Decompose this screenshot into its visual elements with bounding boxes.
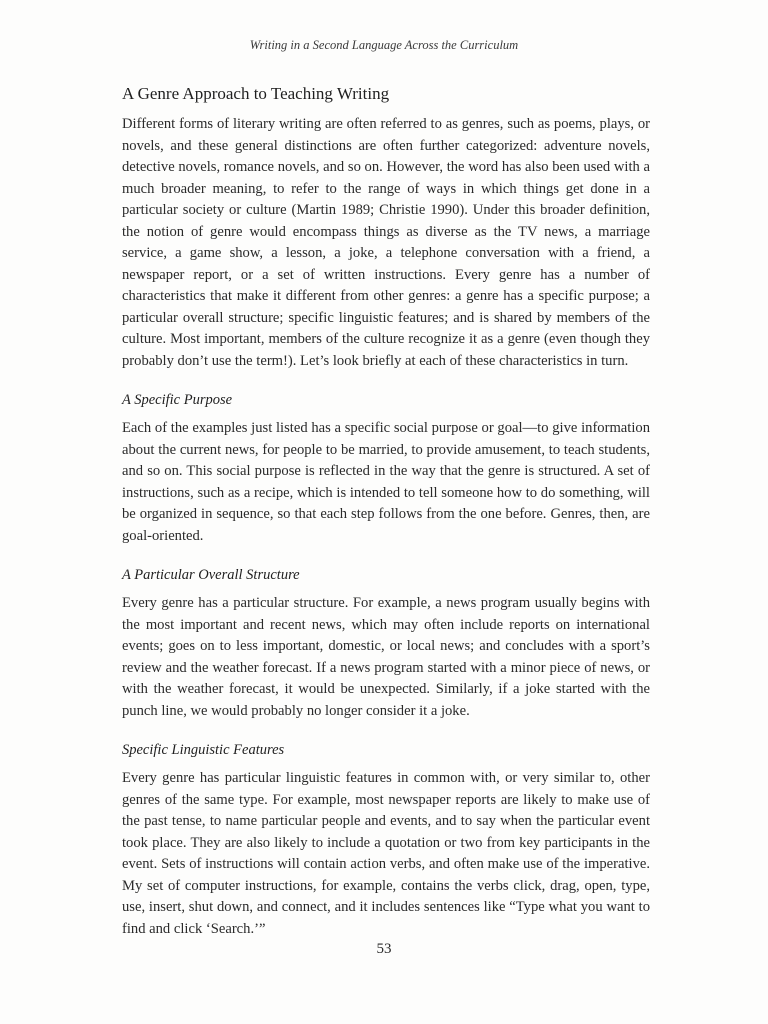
- page-body: [122, 84, 650, 940]
- section-heading: A Genre Approach to Teaching Writing: [122, 84, 390, 103]
- subheading-specific-purpose: A Specific Purpose: [122, 392, 233, 408]
- paragraph-linguistic-features: Every genre has particular linguistic features in common with, or very similar to, other genres of the same type. For example, most newspaper reports are likely to make use of the past tense, to name particular people and events, and to say when the particular event took place. They are also likely to include a quotation or two from key participants in the event. Sets of instructions will contain action verbs, and often make use of the imperative. My set of computer instructions, for example, contains the verbs click, drag, open, type, use, insert, shut down, and connect, and it includes sentences like “Type what you want to find and click ‘Search.’”: [122, 770, 650, 937]
- intro-paragraph: Different forms of literary writing are often referred to as genres, such as poems, plays, or novels, and these general distinctions are often further categorized: adventure novels, detective novels, romance novels, and so on. However, the word has also been used with a much broader meaning, to refer to the range of ways in which things get done in a particular society or culture (Martin 1989; Christie 1990). Under this broader definition, the notion of genre would encompass things as diverse as the TV news, a marriage service, a game show, a lesson, a joke, a telephone conversation with a friend, a newspaper report, or a set of written instructions. Every genre has a number of characteristics that make it different from other genres: a genre has a specific purpose; a particular overall structure; specific linguistic features; and is shared by members of the culture. Most important, members of the culture recognize it as a genre (even though they probably don’t use the term!). Let’s look briefly at each of these characteristics in turn.: [122, 116, 650, 369]
- paragraph-specific-purpose: Each of the examples just listed has a specific social purpose or goal—to give information about the current news, for people to be married, to provide amusement, to teach students, and so on. This social purpose is reflected in the way that the genre is structured. A set of instructions, such as a recipe, which is intended to tell someone how to do something, will be organized in sequence, so that each step follows from the one before. Genres, then, are goal-oriented.: [122, 420, 650, 544]
- subheading-overall-structure: A Particular Overall Structure: [122, 567, 300, 583]
- running-head: Writing in a Second Language Across the Curriculum: [249, 38, 519, 52]
- paragraph-overall-structure: Every genre has a particular structure. For example, a news program usually begins with the most important and recent news, which may often include reports on international events; goes on to less important, domestic, or local news; and concludes with a sport’s review and the weather forecast. If a news program started with a minor piece of news, or with the weather forecast, it would be unexpected. Similarly, if a joke started with the punch line, we would probably no longer consider it a joke.: [122, 595, 650, 719]
- subheading-linguistic-features: Specific Linguistic Features: [122, 742, 285, 758]
- page-number: 53: [376, 941, 392, 957]
